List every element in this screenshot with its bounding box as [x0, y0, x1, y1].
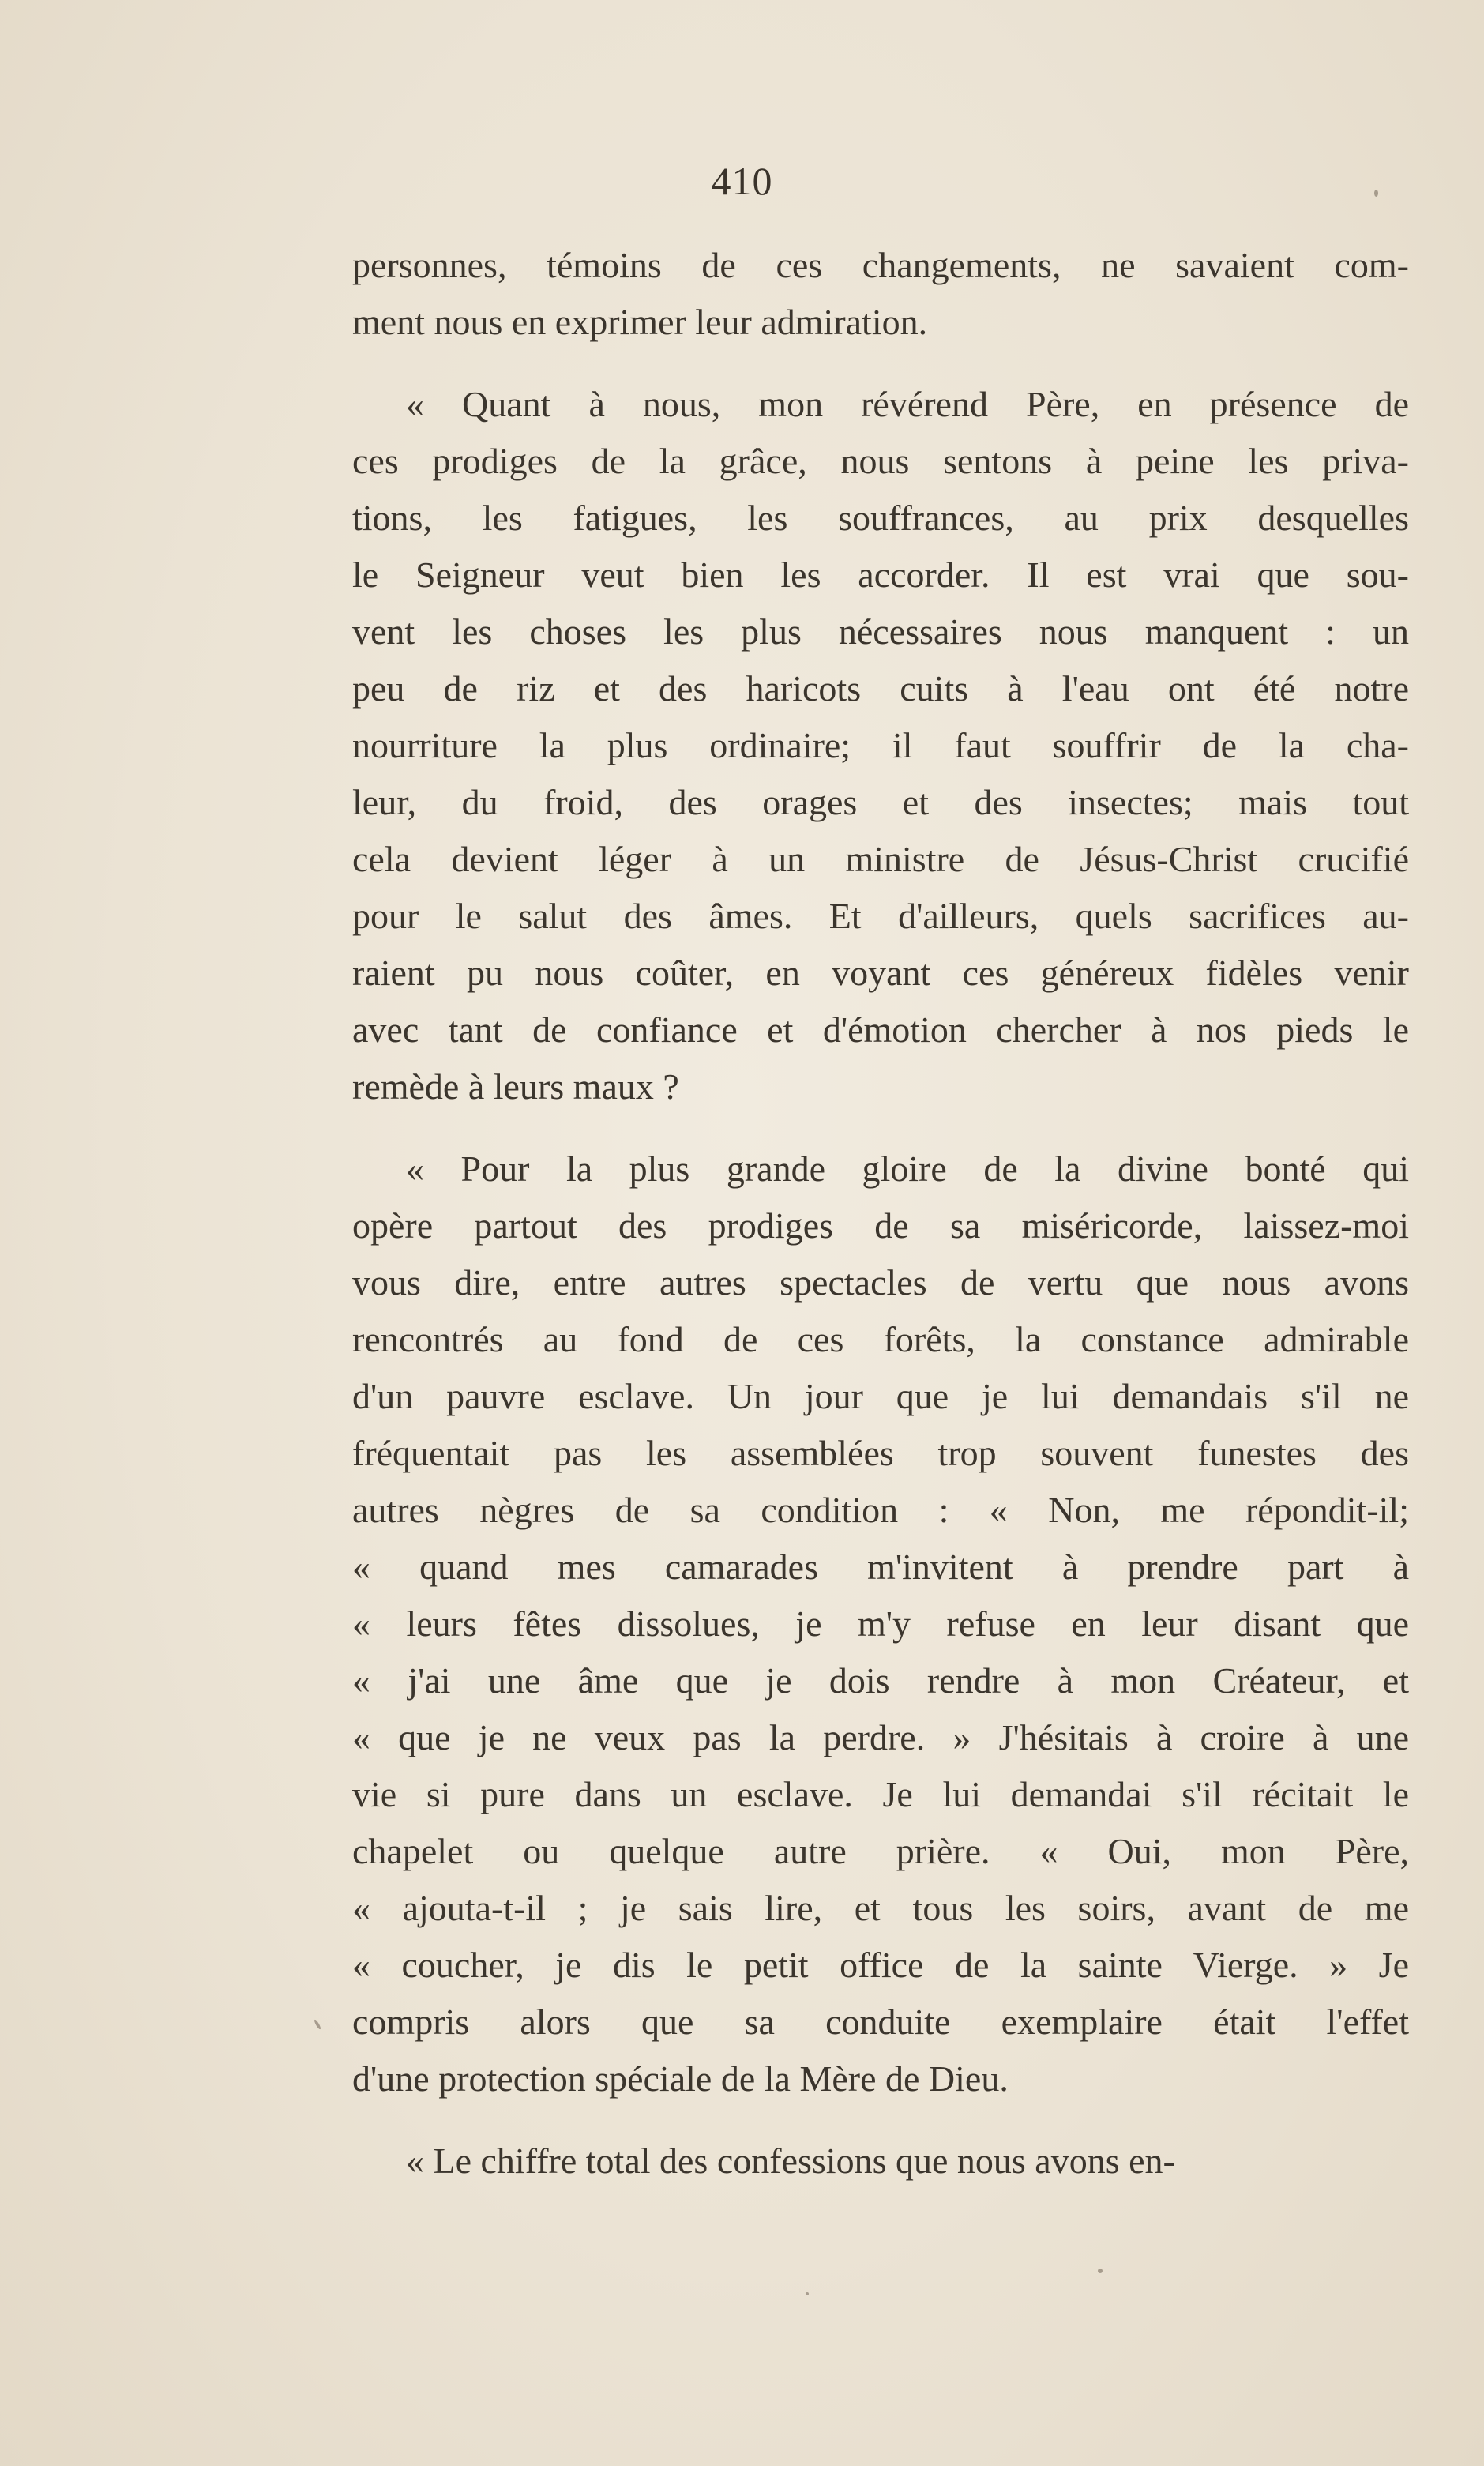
- text-line: pour le salut des âmes. Et d'ailleurs, quels sacrifices au-: [352, 896, 1409, 936]
- paragraph: [352, 237, 1409, 351]
- paragraph: [352, 376, 1409, 1115]
- paragraph: [352, 1141, 1409, 2107]
- text-line: tions, les fatigues, les souffrances, au prix desquelles: [352, 498, 1409, 538]
- text-line: nourriture la plus ordinaire; il faut souffrir de la cha-: [352, 725, 1409, 765]
- text-line: avec tant de confiance et d'émotion chercher à nos pieds le: [352, 1009, 1409, 1050]
- text-line: ment nous en exprimer leur admiration.: [352, 302, 928, 342]
- page-speck: [314, 2019, 321, 2030]
- text-line: « coucher, je dis le petit office de la sainte Vierge. » Je: [352, 1945, 1409, 1985]
- text-line: opère partout des prodiges de sa miséricorde, laissez-moi: [352, 1205, 1409, 1246]
- text-line: vent les choses les plus nécessaires nous manquent : un: [352, 611, 1409, 652]
- body-text: [352, 237, 1409, 2215]
- text-line: chapelet ou quelque autre prière. « Oui, mon Père,: [352, 1831, 1409, 1871]
- text-line: « Quant à nous, mon révérend Père, en présence de: [406, 384, 1409, 424]
- text-line: d'un pauvre esclave. Un jour que je lui demandais s'il ne: [352, 1376, 1409, 1416]
- text-line: « que je ne veux pas la perdre. » J'hésitais à croire à une: [352, 1717, 1409, 1757]
- text-line: rencontrés au fond de ces forêts, la constance admirable: [352, 1319, 1409, 1359]
- text-line: vous dire, entre autres spectacles de vertu que nous avons: [352, 1262, 1409, 1303]
- paragraph: [352, 2133, 1409, 2190]
- text-line: « leurs fêtes dissolues, je m'y refuse en leur disant que: [352, 1603, 1409, 1644]
- text-line: ces prodiges de la grâce, nous sentons à peine les priva-: [352, 441, 1409, 481]
- text-line: peu de riz et des haricots cuits à l'eau ont été notre: [352, 668, 1409, 709]
- text-line: « Pour la plus grande gloire de la divine bonté qui: [406, 1148, 1409, 1189]
- page-speck: [1098, 2269, 1103, 2273]
- text-line: vie si pure dans un esclave. Je lui demandai s'il récitait le: [352, 1774, 1409, 1814]
- page-speck: [1374, 190, 1378, 197]
- text-line: fréquentait pas les assemblées trop souvent funestes des: [352, 1433, 1409, 1473]
- text-line: « ajouta-t-il ; je sais lire, et tous les soirs, avant de me: [352, 1888, 1409, 1928]
- text-line: leur, du froid, des orages et des insectes; mais tout: [352, 782, 1409, 822]
- text-line: le Seigneur veut bien les accorder. Il est vrai que sou-: [352, 554, 1409, 595]
- page-number: 410: [711, 159, 773, 203]
- text-line: remède à leurs maux ?: [352, 1066, 679, 1107]
- text-line: d'une protection spéciale de la Mère de Dieu.: [352, 2058, 1009, 2099]
- text-line: cela devient léger à un ministre de Jésus-Christ crucifié: [352, 839, 1409, 879]
- text-line: « quand mes camarades m'invitent à prendre part à: [352, 1547, 1409, 1587]
- text-line: raient pu nous coûter, en voyant ces généreux fidèles venir: [352, 953, 1409, 993]
- page-speck: [806, 2292, 809, 2295]
- text-line: « Le chiffre total des confessions que nous avons en-: [406, 2141, 1175, 2181]
- text-line: compris alors que sa conduite exemplaire était l'effet: [352, 2002, 1409, 2042]
- text-line: « j'ai une âme que je dois rendre à mon Créateur, et: [352, 1660, 1409, 1701]
- text-line: autres nègres de sa condition : « Non, me répondit-il;: [352, 1490, 1409, 1530]
- text-line: personnes, témoins de ces changements, ne savaient com-: [352, 245, 1409, 285]
